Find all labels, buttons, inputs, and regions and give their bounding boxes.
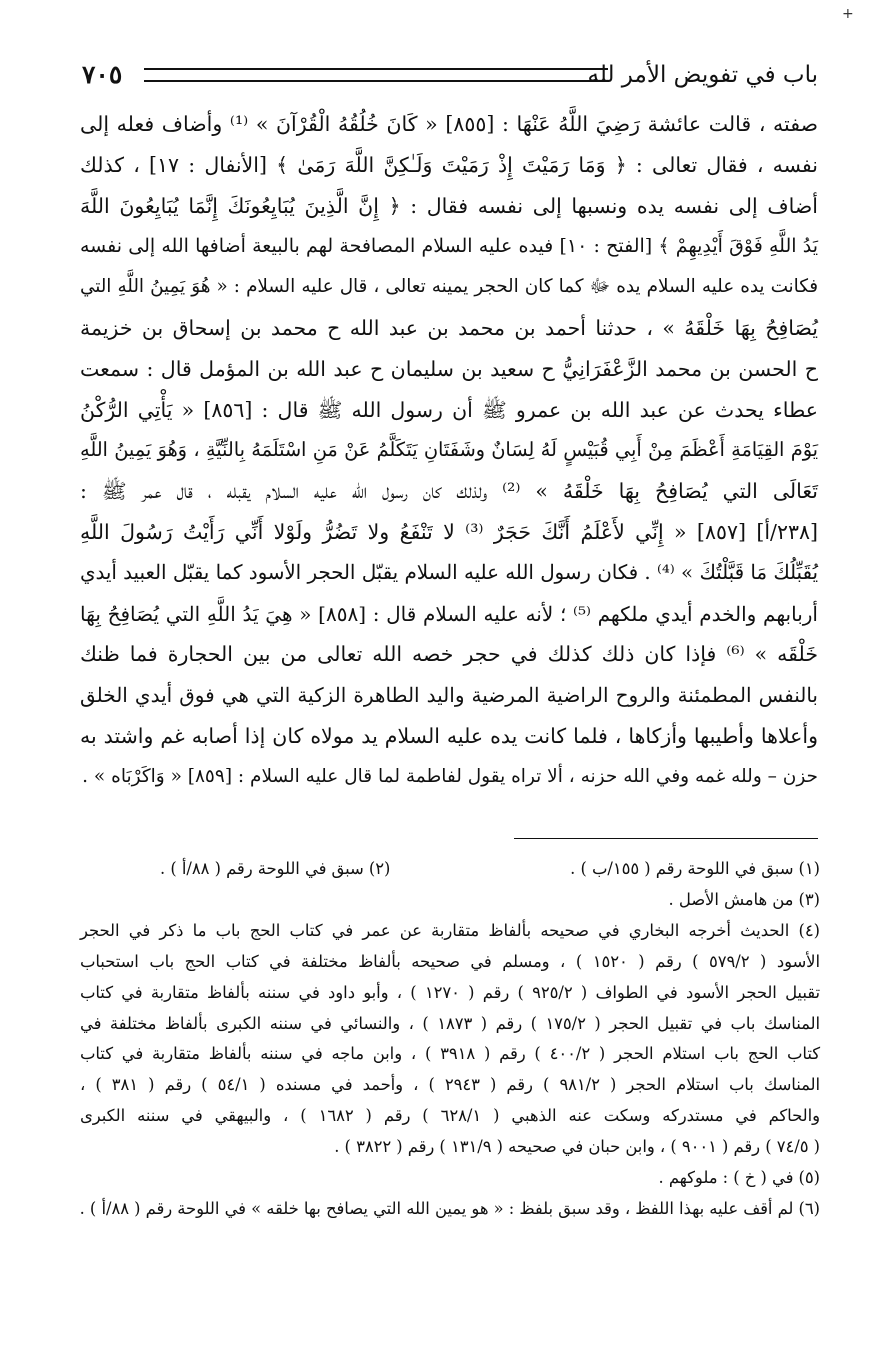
text-line: عطاء يحدث عن عبد الله بن عمرو ﷺ أن رسول الله ﷺ قال : [٨٥٦] « يَأْتِي الرُّكْنُ xyxy=(80,397,819,422)
corner-mark: + xyxy=(842,6,854,22)
footnote-4-line: والحاكم في مستدركه وسكت عنه الذهبي ( ٦٢٨/١ ) رقم ( ١٦٨٢ ) ، والبيهقي في سننه الكبرى xyxy=(80,1106,820,1126)
page-number: ٧٠٥ xyxy=(82,60,123,89)
main-text-body xyxy=(80,104,818,798)
footnote-4-line: تقبيل الحجر الأسود في الطواف ( ٩٢٥/٢ ) رقم ( ١٢٧٠ ) ، وأبو داود في سننه بألفاظ متقاربة في كتاب xyxy=(80,982,820,1002)
text-line: فكانت يده عليه السلام يده ﷻ كما كان الحجر يمينه تعالى ، قال عليه السلام : « هُوَ يَمِينُ اللَّهِ التي xyxy=(80,276,818,298)
text-line: حزن – ولله غمه وفي الله حزنه ، ألا تراه يقول لفاطمة لما قال عليه السلام : [٨٥٩] « وَاكَرْبَاه » . xyxy=(82,765,818,787)
chapter-title: باب في تفويض الأمر لله xyxy=(587,62,818,88)
text-line: أضاف إلى نفسه يده ونسبها إلى نفسه فقال : ﴿ إِنَّ الَّذِينَ يُبَايِعُونَكَ إِنَّمَا يُبَايِعُونَ اللَّهَ xyxy=(80,193,818,218)
footnote-4-line: المناسك باب في تقبيل الحجر ( ١٧٥/٢ ) رقم ( ١٨٧٣ ) ، والنسائي في سننه الكبرى بألفاظ مختلفة في xyxy=(80,1013,821,1033)
text-line: صفته ، قالت عائشة رَضِيَ اللَّهُ عَنْهَا : [٨٥٥] « كَانَ خُلُقُهُ الْقُرْآنَ » ⁽¹⁾ وأضاف فعله إلى xyxy=(80,112,819,136)
footnote-4-line: المناسك باب استلام الحجر ( ٩٨١/٢ ) رقم ( ٢٩٤٣ ) ، وأحمد في مسنده ( ٥٤/١ ) رقم ( ٣٨١ ) ، xyxy=(80,1075,821,1095)
text-line: ح الحسن بن محمد الزَّعْفَرَانِيُّ ح سعيد بن سليمان ح عبد الله بن المؤمل قال : سمعت xyxy=(80,356,818,381)
header-double-rule xyxy=(144,68,608,82)
text-line: يُقَبِّلُكَ مَا قَبَّلْتُكَ » ⁽⁴⁾ . فكان رسول الله عليه السلام يقبّل الحجر الأسود كما يقبّل العبيد أيدي xyxy=(80,560,818,584)
text-line: نفسه ، فقال تعالى : ﴿ وَمَا رَمَيْتَ إِذْ رَمَيْتَ وَلَـٰكِنَّ اللَّهَ رَمَىٰ ﴾ [الأنفال : ١٧] ، كذلك xyxy=(80,152,818,177)
footnote-separator xyxy=(514,838,818,839)
text-line: بالنفس المطمئنة والروح الراضية المرضية واليد الطاهرة الزكية التي هي فوق أيدي الخلق xyxy=(80,683,818,708)
footnote-2: (٢) سبق في اللوحة رقم ( ٨٨/أ ) . xyxy=(160,859,391,878)
text-line: خَلْقَه » ⁽⁶⁾ فإذا كان ذلك كذلك في حجر خصه الله تعالى من بين الحجارة فما ظنك xyxy=(80,642,818,667)
text-line: [٢٣٨/أ] [٨٥٧] « إِنِّي لأَعْلَمُ أَنَّكَ حَجَرٌ ⁽³⁾ لا تَنْفَعُ ولا تَضُرُّ ولَوْلا أَنِّي رَأَيْتُ رَسُولَ اللَّهِ xyxy=(80,519,818,544)
footnote-4-line: (٤) الحديث أخرجه البخاري في صحيحه بألفاظ متقاربة عن عمر في كتاب الحج باب ما ذكر في الحجر xyxy=(80,920,820,940)
text-line: يَدُ اللَّهِ فَوْقَ أَيْدِيهِمْ ﴾ [الفتح : ١٠] فيده عليه السلام المصافحة لهم بالبيعة أضافها الله إلى نفسه xyxy=(80,235,818,258)
text-line: يُصَافِحُ بِهَا خَلْقَهُ » ، حدثنا أحمد بن محمد بن عبد الله ح محمد بن إسحاق بن خزيمة xyxy=(80,315,818,340)
text-line: تَعَالَى التي يُصَافِحُ بِهَا خَلْقَهُ » ⁽²⁾ ولذلك كان رسول الله عليه السلام يقبله ، قال عمر ﷺ : xyxy=(80,479,818,504)
footnote-1: (١) سبق في اللوحة رقم ( ١٥٥/ب ) . xyxy=(570,859,820,878)
footnote-4-line: ( ٧٤/٥ ) رقم ( ٩٠٠١ ) ، وابن حبان في صحيحه ( ١٣١/٩ ) رقم ( ٣٨٢٢ ) . xyxy=(334,1137,820,1157)
text-line: يَوْمَ القِيَامَةِ أَعْظَمَ مِنْ أَبِي قُبَيْسٍ لَهُ لِسَانٌ وشَفَتَانِ يَتَكَلَّمُ عَنْ مَنِ اسْتَلَمَهُ بِالنِّيَّةِ ، وَهُوَ يَمِينُ اللَّهِ xyxy=(80,438,818,462)
footnote-6: (٦) لم أقف عليه بهذا اللفظ ، وقد سبق بلفظ : « هو يمين الله التي يصافح بها خلقه » في اللوحة رقم ( ٨٨/أ ) . xyxy=(79,1198,820,1218)
footnote-5: (٥) في ( خ ) : ملوكهم . xyxy=(658,1168,820,1188)
footnotes xyxy=(80,854,820,1225)
running-header xyxy=(82,56,818,96)
text-line: أربابهم والخدم أيدي ملكهم ⁽⁵⁾ ؛ لأنه عليه السلام قال : [٨٥٨] « هِيَ يَدُ اللَّهِ التي يُصَافِحُ بِهَا xyxy=(80,601,818,626)
footnote-row xyxy=(160,854,820,885)
footnote-4-line: الأسود ( ٥٧٩/٢ ) رقم ( ١٥٢٠ ) ، ومسلم في صحيحه بألفاظ مختلفة في كتاب الحج باب استحباب xyxy=(80,951,820,971)
text-line: وأعلاها وأطيبها وأزكاها ، فلما كانت يده عليه السلام يد مولاه كان إذا أصابه غم واشتد به xyxy=(80,723,818,748)
footnote-3: (٣) من هامش الأصل . xyxy=(668,889,820,909)
footnote-4-line: كتاب الحج باب استلام الحجر ( ٤٠٠/٢ ) رقم ( ٣٩١٨ ) ، وابن ماجه في سننه بألفاظ متقاربة في كتاب xyxy=(80,1044,820,1064)
